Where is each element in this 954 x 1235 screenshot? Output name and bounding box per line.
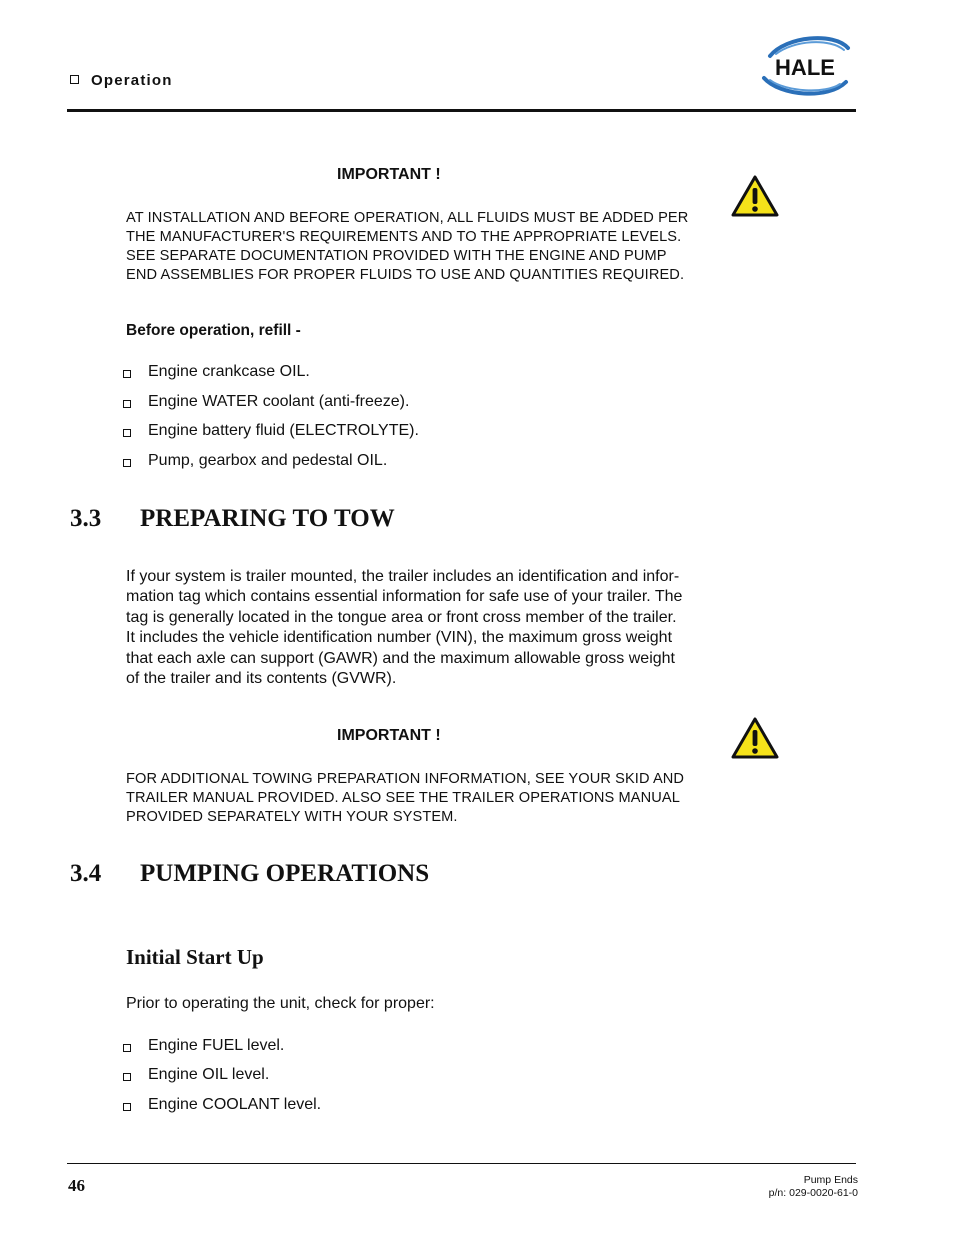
bullet-square-icon: [123, 400, 131, 408]
section-title: PUMPING OPERATIONS: [140, 860, 430, 887]
bullet-square-icon: [123, 1073, 131, 1081]
page-number: 46: [68, 1176, 85, 1195]
section-number: 3.3: [70, 505, 102, 532]
section-heading-pumping-operations: [70, 860, 429, 888]
notice-line: AT INSTALLATION AND BEFORE OPERATION, ALL FLUIDS MUST BE ADDED PER: [126, 210, 689, 226]
paragraph-trailer-tag: If your system is trailer mounted, the trailer includes an identification and infor- mation tag which contains essential information for safe use of your trailer. The tag is generally located in the tongue area or front cross member of the trailer. It includes the vehicle identification number (VIN), the maximum gross weight that each axle can support (GAWR) and the maximum allowable gross weight of the trailer and its contents (GVWR).: [126, 568, 683, 688]
subheading-initial-start-up: Initial Start Up: [126, 945, 264, 969]
footer-rule: [67, 1163, 856, 1164]
important-label: IMPORTANT !: [337, 166, 441, 183]
refill-title: Before operation, refill -: [126, 322, 301, 339]
footer-doc-info: [769, 1174, 858, 1200]
section-heading-preparing-to-tow: [70, 505, 395, 533]
notice-line: THE MANUFACTURER'S REQUIREMENTS AND TO THE APPROPRIATE LEVELS.: [126, 229, 682, 245]
part-number: p/n: 029-0020-61-0: [768, 1187, 858, 1199]
section-title: PREPARING TO TOW: [140, 505, 395, 532]
doc-title: Pump Ends: [803, 1174, 858, 1186]
important-notice-towing: [126, 770, 736, 827]
notice-line: PROVIDED SEPARATELY WITH YOUR SYSTEM.: [126, 809, 458, 825]
important-label: IMPORTANT !: [337, 727, 441, 744]
bullet-square-icon: [123, 429, 131, 437]
warning-icon: [730, 174, 780, 218]
bullet-square-icon: [123, 1103, 131, 1111]
notice-line: SEE SEPARATE DOCUMENTATION PROVIDED WITH THE ENGINE AND PUMP: [126, 248, 667, 264]
section-number: 3.4: [70, 860, 102, 887]
running-header: [70, 72, 173, 89]
warning-icon: [730, 716, 780, 760]
header-rule: [67, 109, 856, 112]
notice-line: END ASSEMBLIES FOR PROPER FLUIDS TO USE AND QUANTITIES REQUIRED.: [126, 267, 685, 283]
bullet-square-icon: [123, 1044, 131, 1052]
notice-line: FOR ADDITIONAL TOWING PREPARATION INFORMATION, SEE YOUR SKID AND: [126, 771, 685, 787]
bullet-square-icon: [123, 370, 131, 378]
logo-text: HALE: [775, 55, 835, 80]
bullet-square-icon: [123, 459, 131, 467]
intro-text: Prior to operating the unit, check for proper:: [126, 995, 435, 1012]
checkbox-square-icon: [70, 75, 79, 84]
important-notice-fluids: [126, 209, 736, 285]
hale-logo: [756, 34, 854, 98]
notice-line: TRAILER MANUAL PROVIDED. ALSO SEE THE TRAILER OPERATIONS MANUAL: [126, 790, 680, 806]
header-section-title: Operation: [91, 72, 173, 89]
